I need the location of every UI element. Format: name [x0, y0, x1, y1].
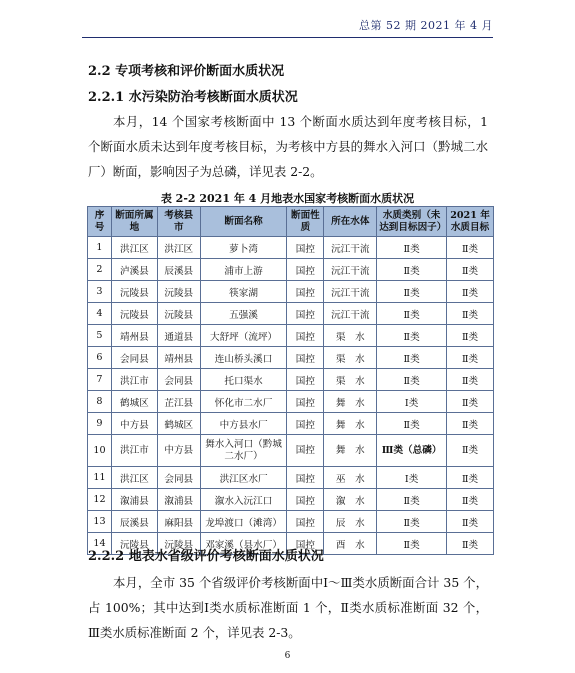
table-cell: 1 [88, 237, 112, 259]
section-2-2-2-paragraph: 本月，全市 35 个省级评价考核断面中Ⅰ～Ⅲ类水质断面合计 35 个，占 100%；其中达到Ⅰ类水质标准断面 1 个，Ⅱ类水质标准断面 32 个，Ⅲ类水质标准断面 2 个，详见表 2-3。 [88, 575, 488, 640]
table-row [88, 347, 494, 369]
table-cell: Ⅱ类 [377, 259, 447, 281]
table-cell: 沅江干流 [324, 281, 377, 303]
header-rule [82, 37, 493, 38]
table-cell: Ⅱ类 [447, 281, 494, 303]
table-cell: 13 [88, 511, 112, 533]
table-cell: Ⅰ类 [377, 467, 447, 489]
header-cell: 断面所属地 [111, 207, 157, 237]
table-cell: 沅陵县 [157, 303, 200, 325]
table-cell: 泸溪县 [111, 259, 157, 281]
table-cell: 渠 水 [324, 325, 377, 347]
table-cell: 国控 [287, 467, 324, 489]
table-cell: 溆 水 [324, 489, 377, 511]
table-cell: 沅陵县 [111, 303, 157, 325]
table-cell: 9 [88, 413, 112, 435]
table-row [88, 259, 494, 281]
table-cell: 3 [88, 281, 112, 303]
table-cell: 国控 [287, 435, 324, 467]
header-cell: 序号 [88, 207, 112, 237]
table-cell: 中方县 [157, 435, 200, 467]
table-row [88, 489, 494, 511]
table-cell: 邓家溪（县水厂） [200, 533, 287, 555]
table-cell: 6 [88, 347, 112, 369]
table-cell: 会同县 [157, 369, 200, 391]
table-cell: 渠 水 [324, 369, 377, 391]
page-header [0, 0, 575, 40]
table-row [88, 281, 494, 303]
table-cell: 14 [88, 533, 112, 555]
table-cell: Ⅱ类 [377, 325, 447, 347]
table-cell: 国控 [287, 303, 324, 325]
header-cell: 水质类别（未达到目标因子） [377, 207, 447, 237]
table-cell: Ⅱ类 [447, 435, 494, 467]
issue-info: 总第 52 期 2021 年 4 月 [359, 19, 493, 32]
table-cell: Ⅱ类 [447, 533, 494, 555]
table-cell: 溆水入沅江口 [200, 489, 287, 511]
table-cell: 舞 水 [324, 391, 377, 413]
table-cell: 舞水入河口（黔城二水厂） [200, 435, 287, 467]
table-cell: 国控 [287, 413, 324, 435]
table-cell: Ⅱ类 [447, 413, 494, 435]
table-cell: 巫 水 [324, 467, 377, 489]
table-cell: Ⅱ类 [447, 325, 494, 347]
table-cell: 11 [88, 467, 112, 489]
table-cell: 溆浦县 [157, 489, 200, 511]
table-cell: 10 [88, 435, 112, 467]
table-caption: 表 2-2 2021 年 4 月地表水国家考核断面水质状况 [160, 192, 415, 205]
table-cell: 国控 [287, 533, 324, 555]
table-row [88, 391, 494, 413]
table-cell: Ⅱ类 [377, 281, 447, 303]
table-row [88, 413, 494, 435]
table-cell: 辰溪县 [157, 259, 200, 281]
table-cell: 沅江干流 [324, 237, 377, 259]
table-cell: 洪江区 [111, 467, 157, 489]
table-cell: Ⅱ类 [377, 237, 447, 259]
table-cell: 沅陵县 [157, 533, 200, 555]
table-cell: 连山桥头溪口 [200, 347, 287, 369]
table-cell: 沅陵县 [157, 281, 200, 303]
table-row [88, 325, 494, 347]
table-row [88, 237, 494, 259]
table-cell: 国控 [287, 489, 324, 511]
table-cell: Ⅲ类（总磷） [377, 435, 447, 467]
table-cell: Ⅰ类 [377, 391, 447, 413]
table-cell: 鹤城区 [157, 413, 200, 435]
table-cell: 会同县 [157, 467, 200, 489]
table-cell: Ⅱ类 [447, 467, 494, 489]
table-cell: 洪江市 [111, 435, 157, 467]
table-cell: 大舒坪（流坪） [200, 325, 287, 347]
table-cell: 12 [88, 489, 112, 511]
table-row [88, 435, 494, 467]
table-cell: 沅江干流 [324, 303, 377, 325]
table-cell: 鹤城区 [111, 391, 157, 413]
table-cell: 舞 水 [324, 435, 377, 467]
table-cell: 溆浦县 [111, 489, 157, 511]
table-cell: 8 [88, 391, 112, 413]
table-cell: Ⅱ类 [447, 259, 494, 281]
table-cell: Ⅱ类 [447, 237, 494, 259]
table-cell: 筷家湖 [200, 281, 287, 303]
table-cell: 辰溪县 [111, 511, 157, 533]
table-cell: 国控 [287, 347, 324, 369]
table-cell: 五强溪 [200, 303, 287, 325]
table-cell: 洪江区 [111, 237, 157, 259]
header-cell: 2021 年水质目标 [447, 207, 494, 237]
table-cell: 靖州县 [157, 347, 200, 369]
table-cell: 5 [88, 325, 112, 347]
table-cell: Ⅱ类 [377, 533, 447, 555]
header-cell: 考核县市 [157, 207, 200, 237]
table-cell: 4 [88, 303, 112, 325]
table-cell: 托口渠水 [200, 369, 287, 391]
table-cell: 舞 水 [324, 413, 377, 435]
table-body [88, 237, 494, 555]
table-cell: 渠 水 [324, 347, 377, 369]
table-cell: 怀化市二水厂 [200, 391, 287, 413]
table-cell: 沅陵县 [111, 281, 157, 303]
table-header-row [88, 207, 494, 237]
table-cell: 芷江县 [157, 391, 200, 413]
water-quality-table [87, 206, 494, 555]
header-cell: 断面性质 [287, 207, 324, 237]
table-cell: 洪江市 [111, 369, 157, 391]
table-cell: Ⅱ类 [377, 369, 447, 391]
table-row [88, 511, 494, 533]
table-cell: Ⅱ类 [447, 489, 494, 511]
table-cell: Ⅱ类 [377, 511, 447, 533]
table-cell: 国控 [287, 511, 324, 533]
section-2-2-1-title: 2.2.1 水污染防治考核断面水质状况 [88, 90, 298, 105]
table-cell: 洪江区 [157, 237, 200, 259]
table-cell: 国控 [287, 325, 324, 347]
table-cell: Ⅱ类 [377, 413, 447, 435]
table-cell: Ⅱ类 [377, 303, 447, 325]
table-cell: Ⅱ类 [447, 391, 494, 413]
table-cell: 沅江干流 [324, 259, 377, 281]
table-cell: 2 [88, 259, 112, 281]
table-cell: 国控 [287, 391, 324, 413]
section-2-2-2-title: 2.2.2 地表水省级评价考核断面水质状况 [88, 549, 324, 564]
header-cell: 断面名称 [200, 207, 287, 237]
table-row [88, 303, 494, 325]
table-cell: 通道县 [157, 325, 200, 347]
table-cell: 中方县 [111, 413, 157, 435]
table-cell: 酉 水 [324, 533, 377, 555]
table-row [88, 467, 494, 489]
page-number: 6 [284, 651, 291, 661]
table-cell: 辰 水 [324, 511, 377, 533]
table-row [88, 369, 494, 391]
table-cell: 浦市上游 [200, 259, 287, 281]
table-cell: 国控 [287, 369, 324, 391]
header-cell: 所在水体 [324, 207, 377, 237]
table-cell: 国控 [287, 281, 324, 303]
table-cell: 国控 [287, 259, 324, 281]
table-cell: Ⅱ类 [447, 369, 494, 391]
table-cell: 国控 [287, 237, 324, 259]
table-cell: 靖州县 [111, 325, 157, 347]
table-cell: Ⅱ类 [447, 303, 494, 325]
section-2-2-1-paragraph: 本月，14 个国家考核断面中 13 个断面水质达到年度考核目标，1 个断面水质未达到年度考核目标，为考核中方县的舞水入河口（黔城二水厂）断面，影响因子为总磷，详见表 2-2。 [88, 114, 488, 179]
table-cell: 麻阳县 [157, 511, 200, 533]
section-2-2-title: 2.2 专项考核和评价断面水质状况 [88, 64, 285, 79]
table-cell: Ⅱ类 [377, 489, 447, 511]
table-cell: Ⅱ类 [447, 511, 494, 533]
table-cell: 洪江区水厂 [200, 467, 287, 489]
table-cell: 中方县水厂 [200, 413, 287, 435]
table-cell: 会同县 [111, 347, 157, 369]
table-cell: 萝卜湾 [200, 237, 287, 259]
table-cell: Ⅱ类 [377, 347, 447, 369]
table-cell: 沅陵县 [111, 533, 157, 555]
table-cell: 7 [88, 369, 112, 391]
table-cell: 龙埠渡口（滩湾） [200, 511, 287, 533]
table-cell: Ⅱ类 [447, 347, 494, 369]
